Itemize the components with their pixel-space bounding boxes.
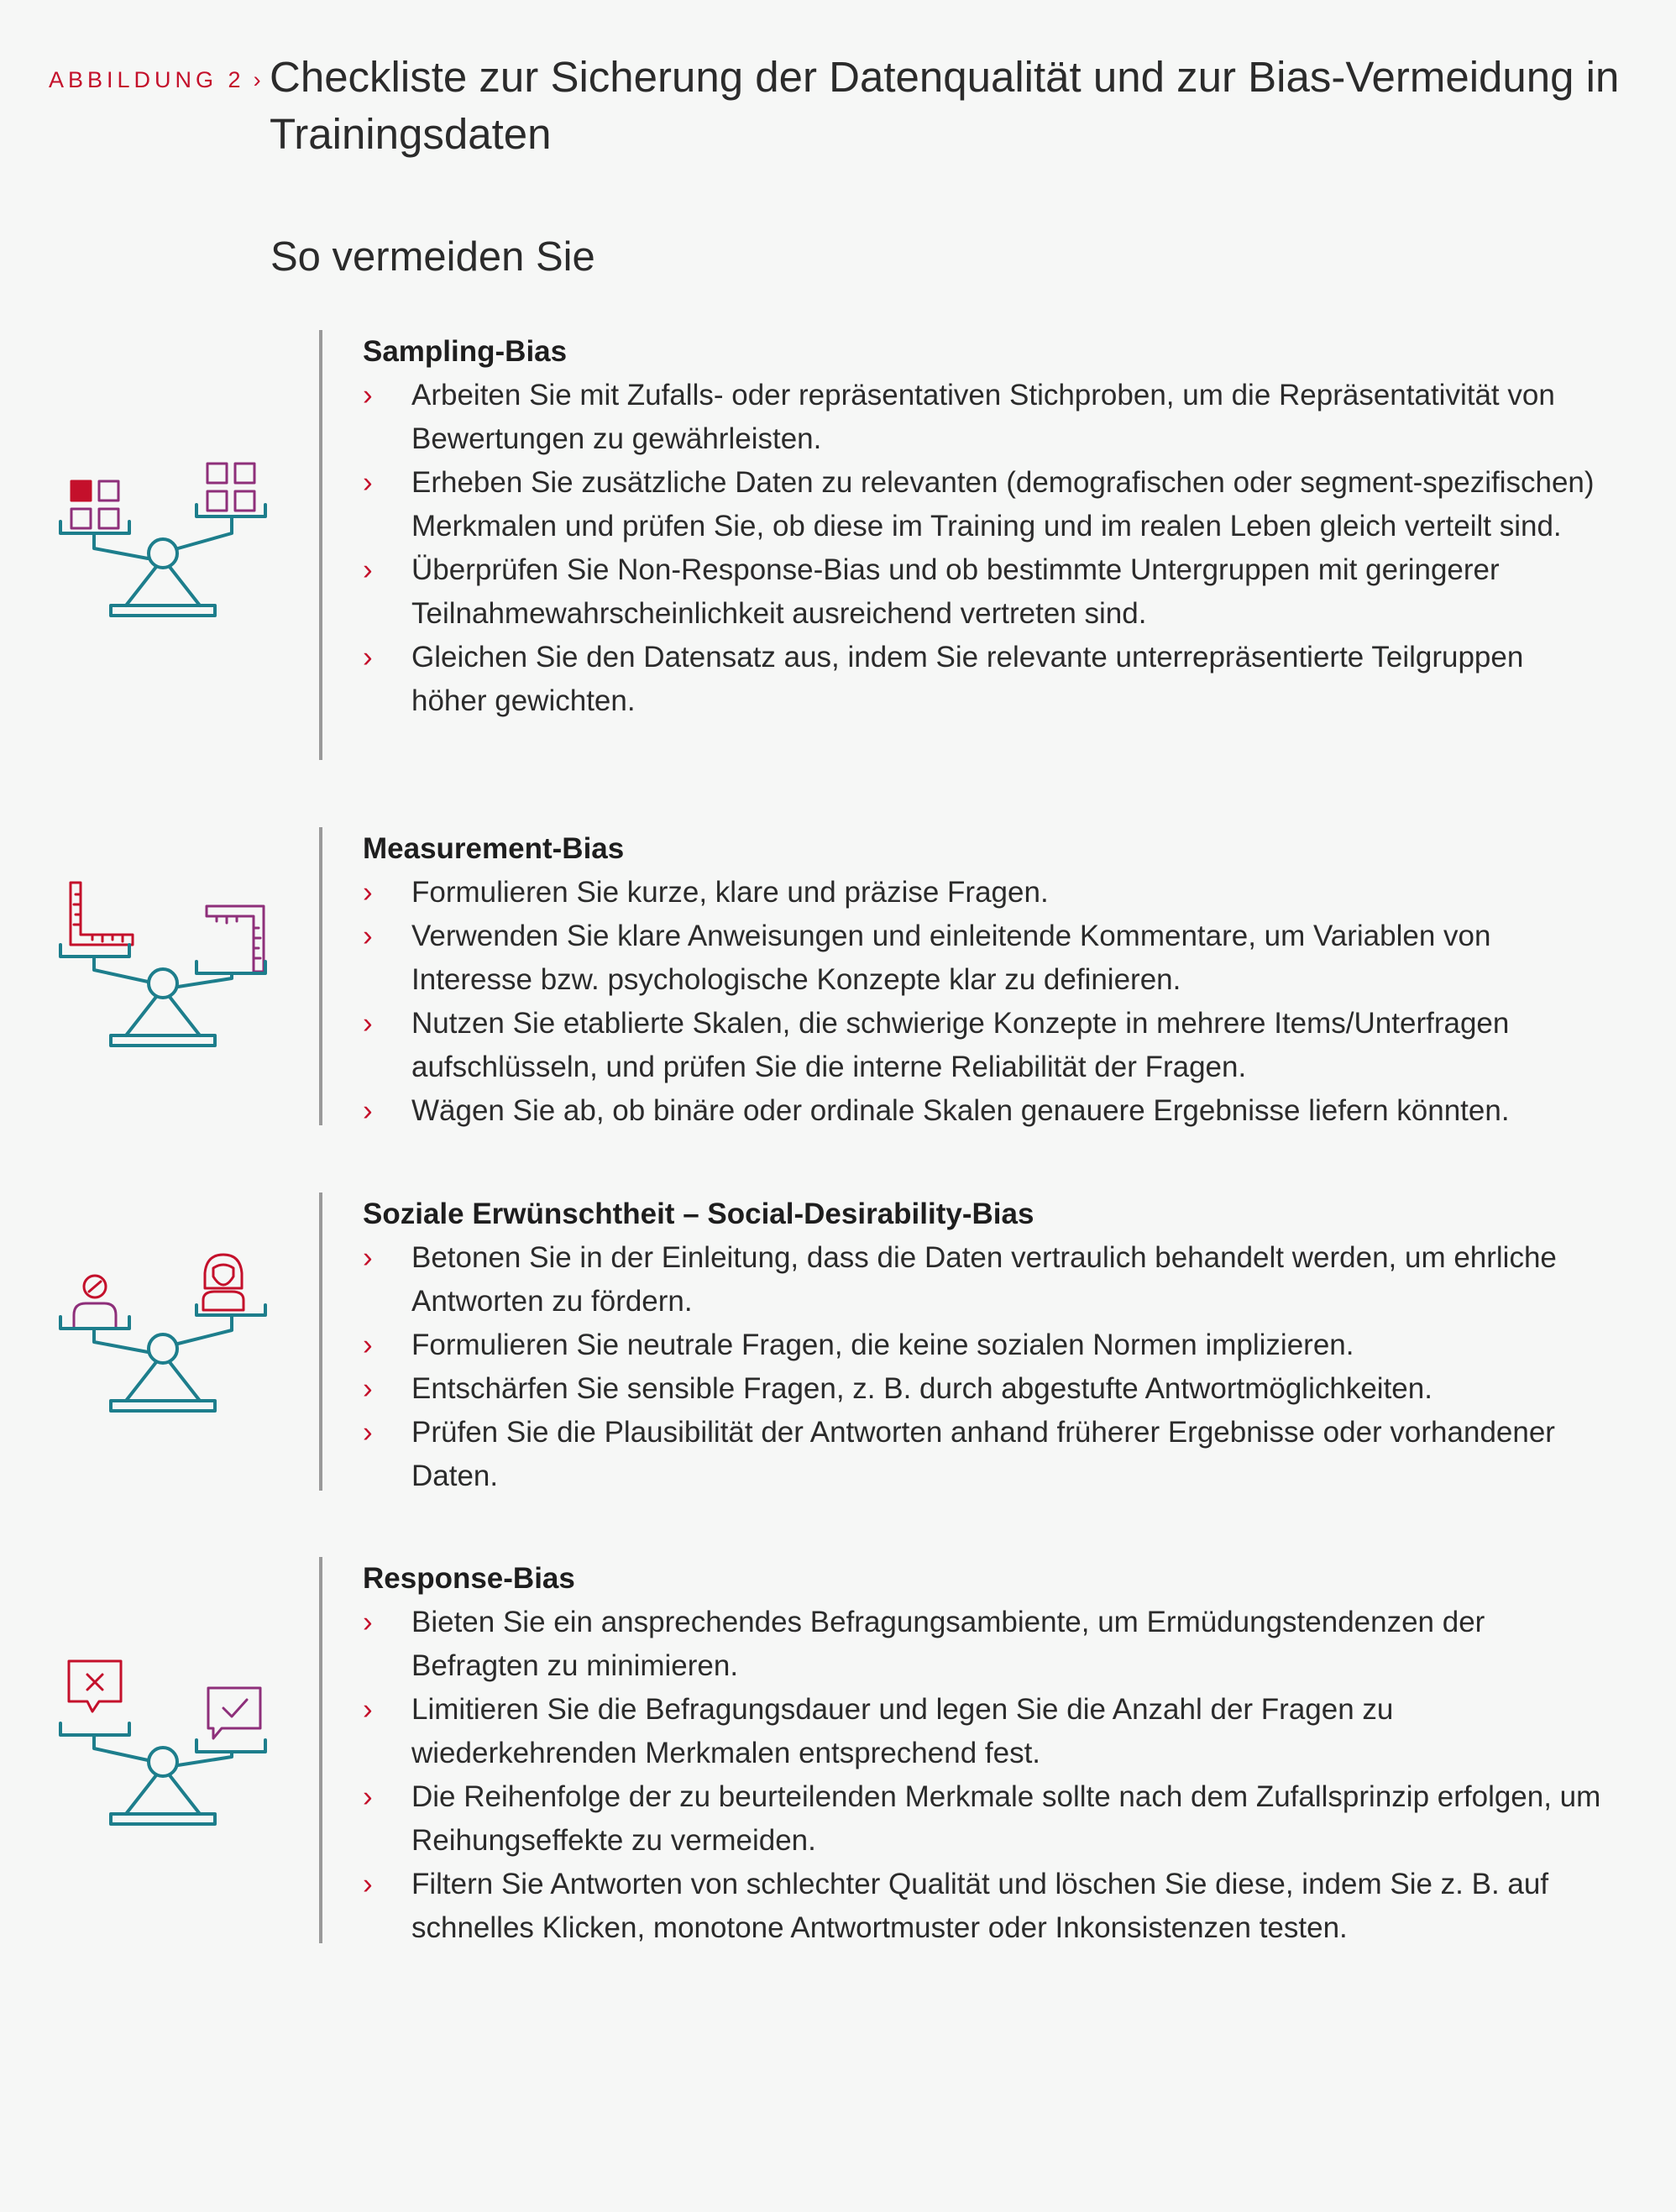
figure-label [49, 67, 261, 93]
list-item [363, 1688, 1605, 1775]
section-sampling-bias [0, 330, 1676, 760]
list-item-text: Filtern Sie Antworten von schlechter Qualität und löschen Sie diese, indem Sie z. B. auf schnelles Klicken, monotone Antwortmuster oder Inkonsistenzen testen. [411, 1868, 1549, 1944]
list-item [363, 1863, 1605, 1950]
chevron-right-icon: › [363, 1693, 373, 1726]
list-item-text: Formulieren Sie neutrale Fragen, die keine sozialen Normen implizieren. [411, 1329, 1354, 1361]
scale-rulers-icon [55, 879, 274, 1056]
list-item-text: Die Reihenfolge der zu beurteilenden Merkmale sollte nach dem Zufallsprinzip erfolgen, um Reihungseffekte zu vermeiden. [411, 1780, 1601, 1857]
section-rule [319, 1557, 322, 1943]
list-item-text: Wägen Sie ab, ob binäre oder ordinale Skalen genauere Ergebnisse liefern könnten. [411, 1094, 1510, 1127]
scale-speech-bubbles-icon [55, 1658, 274, 1834]
scale-squares-icon [55, 456, 274, 624]
section-rule [319, 330, 322, 760]
section-social-desirability-bias [0, 1192, 1676, 1491]
section-heading: Response-Bias [363, 1562, 575, 1595]
figure-label-text: ABBILDUNG 2 [49, 67, 245, 92]
chevron-right-icon: › [363, 920, 373, 952]
scale-persons-icon [55, 1248, 274, 1433]
list-item-text: Nutzen Sie etablierte Skalen, die schwierige Konzepte in mehrere Items/Unterfragen aufschlüsseln, und prüfen Sie die interne Reliabilität der Fragen. [411, 1007, 1510, 1083]
chevron-right-icon: › [363, 1780, 373, 1813]
list-item-text: Gleichen Sie den Datensatz aus, indem Sie relevante unterrepräsentierte Teilgruppen höher gewichten. [411, 641, 1524, 717]
subtitle: So vermeiden Sie [270, 234, 595, 280]
list-item [363, 461, 1605, 548]
list-item-text: Überprüfen Sie Non-Response-Bias und ob bestimmte Untergruppen mit geringerer Teilnahmewahrscheinlichkeit ausreichend vertreten sind. [411, 553, 1500, 630]
list-item-text: Formulieren Sie kurze, klare und präzise Fragen. [411, 876, 1049, 909]
list-item-text: Prüfen Sie die Plausibilität der Antworten anhand früherer Ergebnisse oder vorhandener Daten. [411, 1416, 1555, 1492]
chevron-right-icon: › [363, 466, 373, 499]
chevron-right-icon: › [363, 1606, 373, 1638]
checklist [363, 1601, 1605, 1950]
chevron-right-icon: › [363, 1241, 373, 1274]
list-item [363, 1775, 1605, 1863]
list-item [363, 1367, 1605, 1411]
chevron-right-icon: › [253, 67, 261, 92]
section-measurement-bias [0, 827, 1676, 1125]
list-item [363, 915, 1605, 1002]
chevron-right-icon: › [363, 1372, 373, 1405]
list-item [363, 636, 1605, 723]
checklist [363, 1236, 1605, 1498]
chevron-right-icon: › [363, 1416, 373, 1449]
list-item [363, 1089, 1605, 1133]
list-item-text: Arbeiten Sie mit Zufalls- oder repräsentativen Stichproben, um die Repräsentativität von Bewertungen zu gewährleisten. [411, 379, 1555, 455]
chevron-right-icon: › [363, 553, 373, 586]
list-item [363, 1002, 1605, 1089]
chevron-right-icon: › [363, 1329, 373, 1361]
chevron-right-icon: › [363, 1007, 373, 1040]
chevron-right-icon: › [363, 1094, 373, 1127]
section-heading: Sampling-Bias [363, 335, 568, 368]
section-heading: Measurement-Bias [363, 832, 625, 865]
figure-title: Checkliste zur Sicherung der Datenqualität und zur Bias-Vermeidung in Trainingsdaten [270, 53, 1620, 158]
list-item-text: Erheben Sie zusätzliche Daten zu relevanten (demografischen oder segment-spezifischen) Merkmalen und prüfen Sie, ob diese im Training und im realen Leben gleich verteilt sind. [411, 466, 1595, 543]
list-item-text: Entschärfen Sie sensible Fragen, z. B. durch abgestufte Antwortmöglichkeiten. [411, 1372, 1432, 1405]
checklist [363, 374, 1605, 723]
chevron-right-icon: › [363, 379, 373, 411]
list-item [363, 548, 1605, 636]
list-item-text: Limitieren Sie die Befragungsdauer und legen Sie die Anzahl der Fragen zu wiederkehrenden Merkmalen entsprechend fest. [411, 1693, 1394, 1769]
section-response-bias [0, 1557, 1676, 1943]
list-item [363, 374, 1605, 461]
checklist [363, 871, 1605, 1133]
list-item [363, 1601, 1605, 1688]
section-rule [319, 1192, 322, 1491]
chevron-right-icon: › [363, 1868, 373, 1900]
list-item [363, 871, 1605, 915]
section-rule [319, 827, 322, 1125]
list-item-text: Betonen Sie in der Einleitung, dass die Daten vertraulich behandelt werden, um ehrliche Antworten zu fördern. [411, 1241, 1557, 1318]
list-item-text: Bieten Sie ein ansprechendes Befragungsambiente, um Ermüdungstendenzen der Befragten zu minimieren. [411, 1606, 1485, 1682]
list-item [363, 1411, 1605, 1498]
chevron-right-icon: › [363, 641, 373, 674]
section-heading: Soziale Erwünschtheit – Social-Desirability-Bias [363, 1198, 1034, 1230]
list-item [363, 1236, 1605, 1324]
chevron-right-icon: › [363, 876, 373, 909]
list-item-text: Verwenden Sie klare Anweisungen und einleitende Kommentare, um Variablen von Interesse bzw. psychologische Konzepte klar zu definieren. [411, 920, 1491, 996]
list-item [363, 1324, 1605, 1367]
